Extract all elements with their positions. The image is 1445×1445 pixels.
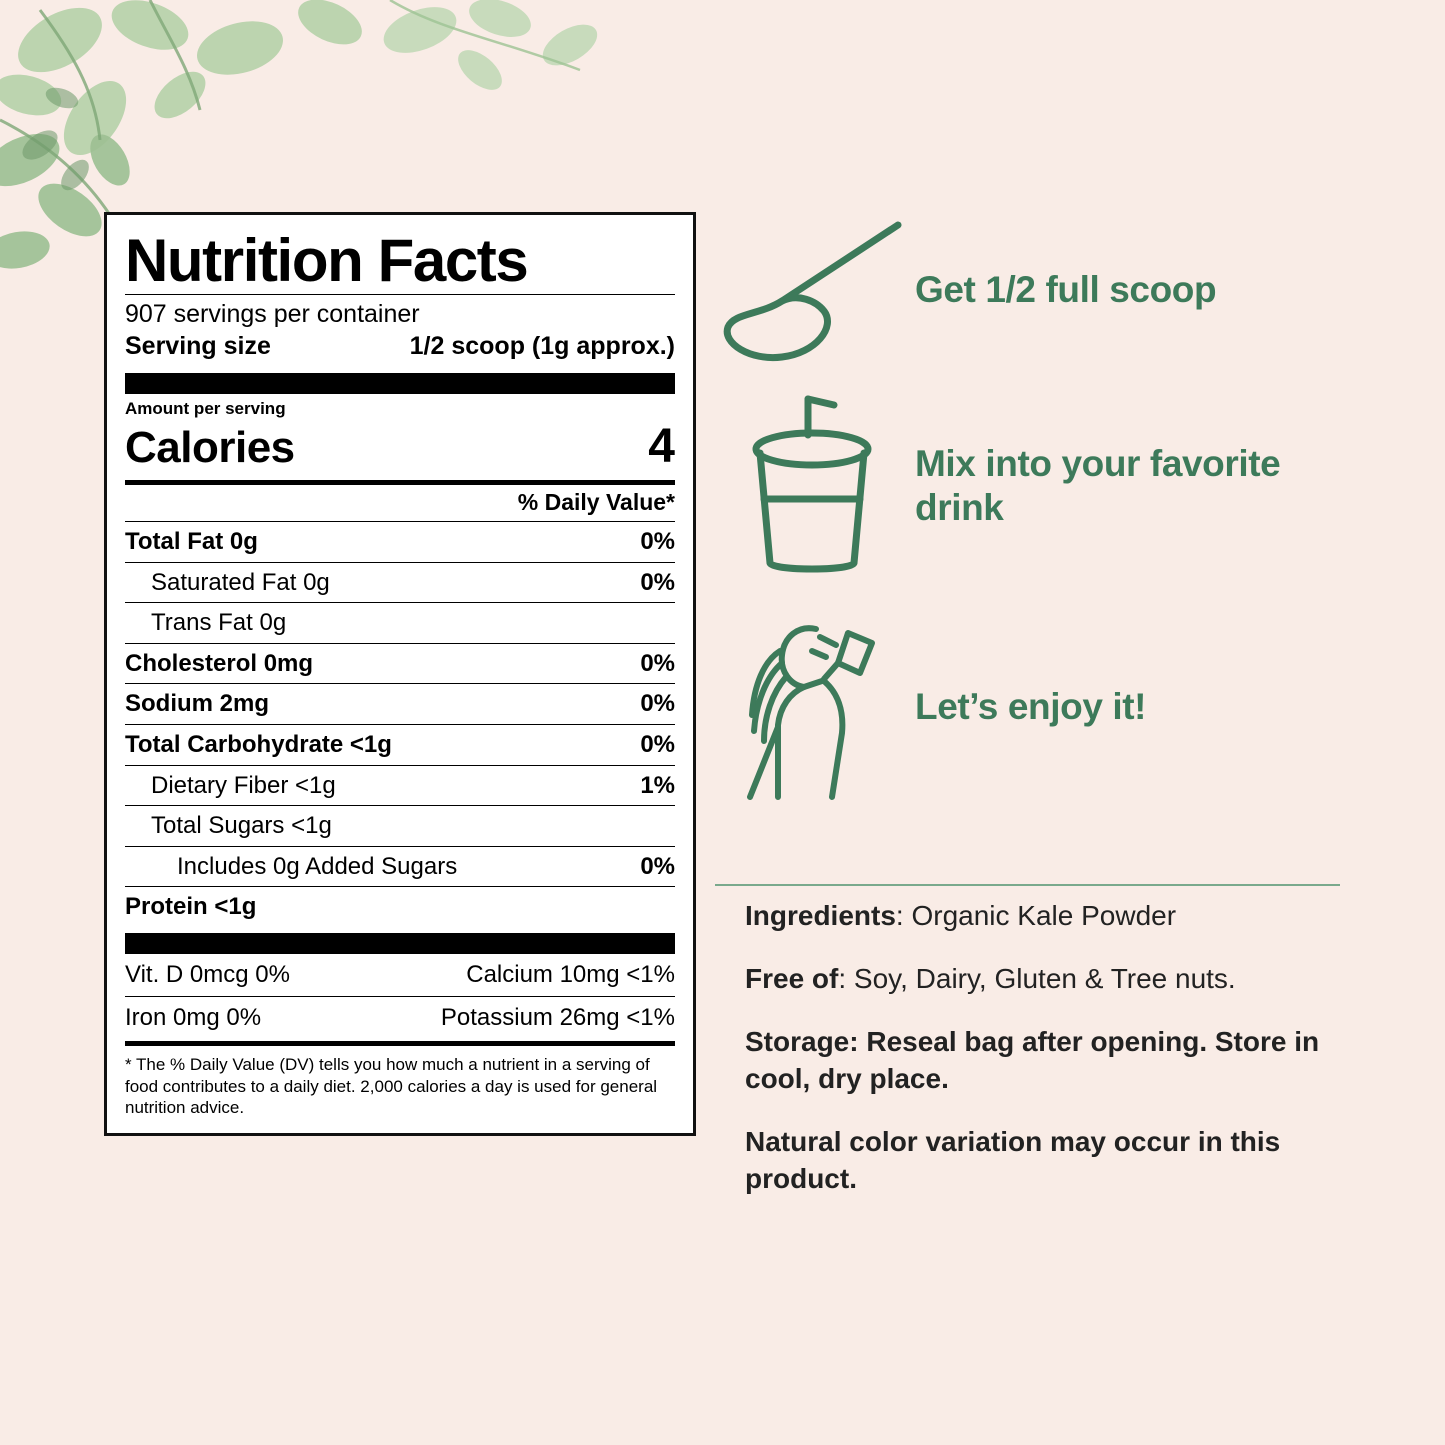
natural-variation-note: Natural color variation may occur in this product. [745,1125,1281,1194]
nutrient-label: Sodium 2mg [125,690,270,718]
ingredients-value: : Organic Kale Powder [895,900,1177,931]
nutrient-label: Saturated Fat 0g [151,568,330,596]
section-divider [715,884,1340,886]
vitamin-left: Vit. D 0mcg 0% [125,960,290,988]
nutrition-facts-panel [104,212,696,1136]
scoop-icon [715,215,915,365]
nutrient-pct: 0% [640,649,675,677]
calories-row [125,419,675,480]
product-info [745,898,1335,1224]
nutrient-label: Protein <1g [125,893,257,921]
vitamin-left: Iron 0mg 0% [125,1003,262,1031]
serving-size-value: 1/2 scoop (1g approx.) [409,332,675,360]
free-of-label: Free of [745,962,839,994]
nutrient-row-total-sugars [125,805,675,846]
calories-value: 4 [648,420,675,473]
nutrient-label: Total Fat 0g [125,528,258,555]
ingredients-label: Ingredients [745,900,896,931]
calories-label: Calories [125,423,295,472]
nutrient-label: Total Carbohydrate <1g [125,730,392,758]
step-label: Let’s enjoy it! [915,686,1147,728]
daily-value-header: % Daily Value* [517,489,675,515]
nutrition-facts-title: Nutrition Facts [125,227,528,294]
nutrient-label: Trans Fat 0g [151,609,287,637]
step-label: Get 1/2 full scoop [915,269,1217,311]
servings-per-container: 907 servings per container [125,300,420,328]
drink-cup-icon [715,391,915,581]
step-enjoy [715,607,1345,807]
nutrient-row-protein [125,886,675,927]
nutrient-row-saturated-fat [125,562,675,603]
leaf-decoration-top [380,0,660,180]
person-drinking-icon [715,607,915,807]
nutrient-pct: 0% [640,568,675,596]
free-of-line [745,961,1335,998]
nutrient-pct: 1% [640,771,675,799]
nutrient-row-trans-fat [125,602,675,643]
vitamin-row-1 [125,954,675,996]
vitamin-right: Calcium 10mg <1% [466,960,675,988]
nutrient-label: Cholesterol 0mg [125,649,314,677]
nutrient-pct: 0% [640,730,675,758]
ingredients-line [745,898,1335,935]
serving-size-row [125,331,675,367]
step-label: Mix into your favorite drink [915,443,1281,528]
nutrient-row-added-sugars [125,846,675,887]
nutrient-row-dietary-fiber [125,765,675,806]
nutrient-label: Dietary Fiber <1g [151,771,336,799]
nutrient-row-total-carbohydrate [125,724,675,765]
storage-label: Storage [745,1025,850,1057]
nutrient-row-sodium [125,683,675,724]
vitamin-row-2 [125,996,675,1039]
nutrient-row-cholesterol [125,643,675,684]
amount-per-serving-label: Amount per serving [125,399,286,418]
nutrient-row-total-fat [125,521,675,562]
free-of-value: : Soy, Dairy, Gluten & Tree nuts. [838,962,1236,994]
step-get-scoop [715,215,1345,365]
nutrient-pct: 0% [640,528,675,555]
thick-divider-top [125,373,675,394]
usage-steps [715,215,1345,833]
thick-divider-vitamins [125,933,675,954]
nutrient-pct: 0% [640,852,675,880]
nutrient-pct: 0% [640,690,675,718]
nutrient-label: Includes 0g Added Sugars [177,852,458,880]
nutrient-label: Total Sugars <1g [151,812,332,840]
storage-value: : Reseal bag after opening. Store in cool, dry place. [745,1025,1320,1094]
daily-value-footnote: * The % Daily Value (DV) tells you how much a nutrient in a serving of food contributes to a daily diet. 2,000 calories a day is used for general nutrition advice. [125,1041,675,1119]
storage-line [745,1024,1335,1098]
serving-size-label: Serving size [125,332,271,360]
step-mix-drink [715,391,1345,581]
vitamin-right: Potassium 26mg <1% [440,1003,675,1031]
